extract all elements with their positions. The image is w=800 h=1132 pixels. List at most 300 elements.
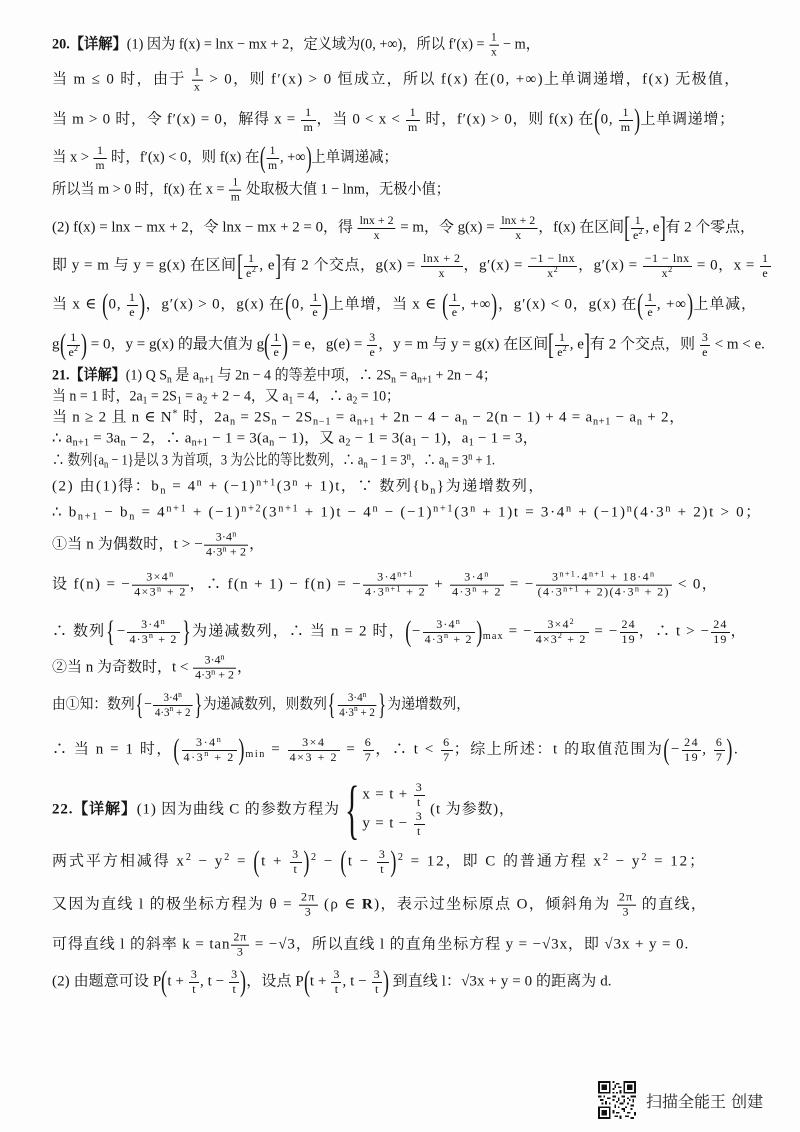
math-text: 由①知：数列 bbox=[52, 696, 135, 713]
subscript bbox=[245, 749, 266, 760]
math-text: 1 bbox=[451, 289, 459, 304]
math-text: 1 bbox=[622, 104, 630, 119]
fraction-numerator bbox=[310, 291, 321, 306]
math-text: + 2， bbox=[642, 409, 685, 426]
fraction-denominator bbox=[372, 983, 382, 997]
subscript bbox=[469, 438, 474, 449]
math-text: 可得直线 l 的斜率 k = tan bbox=[52, 936, 231, 953]
math-text: e bbox=[273, 344, 279, 359]
math-text: 3 bbox=[415, 780, 423, 795]
math-text: g bbox=[52, 336, 60, 353]
solution-line bbox=[52, 31, 540, 60]
math-text: 1 bbox=[288, 395, 294, 407]
superscript bbox=[407, 452, 411, 463]
math-text: 3 bbox=[292, 846, 301, 861]
math-text: t bbox=[417, 823, 422, 838]
fraction-numerator bbox=[358, 214, 396, 229]
math-text: − 1}是以 3 为首项，3 为公比的等比数列，∴ a bbox=[108, 452, 364, 469]
superscript bbox=[566, 504, 573, 515]
fraction bbox=[534, 618, 589, 647]
math-text: 1 bbox=[142, 395, 148, 407]
math-text: 4×3 bbox=[535, 631, 558, 646]
math-text: (2) 由(1)得：b bbox=[52, 478, 161, 495]
fraction-denominator bbox=[631, 229, 644, 243]
fraction-numerator bbox=[406, 106, 420, 121]
math-text: ， bbox=[236, 659, 252, 676]
math-text: n+1 bbox=[72, 437, 90, 449]
fraction-denominator bbox=[450, 586, 504, 600]
math-text: n bbox=[148, 631, 155, 641]
math-text: x bbox=[547, 265, 554, 280]
math-text: + (−1) bbox=[203, 478, 257, 495]
math-text: 3 bbox=[552, 569, 560, 584]
subscript bbox=[462, 417, 468, 428]
superscript bbox=[635, 584, 640, 593]
math-text: + 2 bbox=[449, 631, 473, 646]
math-text: (1) 因为 f(x) = lnx − mx + 2，定义域为(0, +∞)，所以 f′(x) = bbox=[126, 36, 489, 53]
math-text: 1 bbox=[70, 329, 77, 344]
subscript bbox=[593, 417, 611, 428]
fraction-denominator bbox=[182, 751, 237, 765]
fraction-numerator bbox=[132, 571, 188, 586]
math-text: − a bbox=[611, 409, 637, 426]
bracket: ( bbox=[259, 141, 266, 174]
math-text: 24 bbox=[684, 734, 700, 749]
superscript bbox=[223, 544, 227, 553]
math-text: (ρ ∈ bbox=[318, 896, 362, 913]
bracket: } bbox=[194, 688, 203, 721]
fraction bbox=[204, 531, 248, 560]
fraction bbox=[372, 968, 382, 997]
fraction-numerator bbox=[620, 618, 638, 633]
math-text: 当 x > bbox=[52, 149, 93, 166]
math-text: 0, bbox=[291, 296, 310, 313]
fraction-numerator bbox=[619, 106, 633, 121]
solution-line bbox=[52, 967, 612, 997]
fraction-denominator bbox=[643, 267, 692, 281]
math-text: ，g′(x) = bbox=[463, 257, 528, 274]
fraction-numerator bbox=[363, 736, 375, 751]
math-text: , bbox=[702, 741, 713, 758]
fraction-denominator bbox=[528, 267, 577, 281]
math-text: − 2S bbox=[277, 409, 313, 426]
superscript bbox=[554, 265, 559, 274]
math-text: 3·4 bbox=[141, 616, 161, 631]
bracket: ) bbox=[382, 965, 389, 998]
math-text: t + bbox=[167, 973, 188, 990]
math-text: ∴ 数列{a bbox=[52, 452, 104, 469]
math-text: − 2，∴ a bbox=[125, 430, 192, 447]
math-text: n+1 bbox=[417, 374, 433, 386]
math-text: 是 a bbox=[171, 367, 200, 384]
fraction-denominator bbox=[299, 906, 318, 920]
math-text: − bbox=[144, 696, 153, 713]
math-text: n bbox=[391, 374, 396, 386]
math-text: − bbox=[671, 741, 682, 758]
math-text: t − bbox=[347, 853, 376, 870]
fraction-numerator bbox=[229, 176, 242, 191]
fraction-numerator bbox=[700, 331, 710, 346]
fraction-denominator bbox=[423, 633, 475, 647]
superscript bbox=[224, 852, 231, 863]
math-text: n bbox=[269, 437, 275, 449]
fraction-numerator bbox=[271, 331, 281, 346]
math-text: }为递增数列， bbox=[436, 478, 545, 495]
fraction bbox=[127, 618, 179, 647]
math-text: ，y = m 与 y = g(x) 在区间 bbox=[378, 336, 549, 353]
fraction-denominator bbox=[617, 906, 636, 920]
fraction-denominator bbox=[421, 267, 463, 281]
math-text: > 0，则 f′(x) > 0 恒成立，所以 f(x) 在(0, +∞)上单调递增，f(x) 无极值， bbox=[204, 71, 741, 88]
fraction-denominator bbox=[441, 751, 453, 765]
math-text: 3×4 bbox=[547, 616, 570, 631]
subscript bbox=[199, 375, 214, 386]
bracket: ( bbox=[340, 845, 348, 878]
fraction-denominator bbox=[760, 267, 771, 281]
math-text: = e，g(e) = bbox=[288, 336, 367, 353]
math-text: lnx + 2 bbox=[501, 212, 536, 227]
fraction-denominator bbox=[489, 46, 498, 60]
math-text: m bbox=[268, 157, 278, 172]
math-text: = 12，即 C 的普通方程 x bbox=[404, 853, 603, 870]
math-text: 2 bbox=[569, 616, 575, 626]
fraction bbox=[700, 331, 710, 360]
bracket: ) bbox=[303, 845, 311, 878]
fraction bbox=[192, 66, 203, 95]
equation-row bbox=[362, 810, 425, 839]
fraction-denominator bbox=[536, 586, 672, 600]
math-text: n+1 bbox=[278, 503, 300, 515]
math-text: 3·4 bbox=[215, 529, 233, 544]
math-text: 2 bbox=[668, 265, 673, 275]
subscript bbox=[289, 396, 294, 407]
fraction-denominator bbox=[193, 669, 236, 683]
math-text: 7 bbox=[715, 749, 724, 764]
bracket: ) bbox=[305, 141, 312, 174]
math-text: < m < e. bbox=[710, 336, 765, 353]
math-text: (3 bbox=[454, 504, 471, 521]
superscript bbox=[354, 704, 358, 713]
math-text: , +∞ bbox=[461, 296, 492, 313]
math-text: n bbox=[353, 704, 358, 714]
solution-line bbox=[52, 388, 400, 407]
fraction bbox=[499, 214, 537, 243]
math-text: n+1 bbox=[385, 584, 402, 594]
math-text: 2 bbox=[638, 227, 643, 237]
fraction bbox=[153, 691, 192, 720]
fraction-numerator bbox=[450, 571, 504, 586]
math-text: x bbox=[490, 44, 497, 59]
math-text: 1 bbox=[247, 250, 255, 265]
superscript bbox=[204, 749, 210, 758]
math-text: 即 y = m 与 y = g(x) 在区间 bbox=[52, 257, 237, 274]
math-text: e bbox=[68, 344, 74, 359]
math-text: * bbox=[172, 408, 179, 420]
math-text: − 1 = 3 bbox=[367, 452, 407, 469]
math-text: e bbox=[129, 304, 136, 319]
math-text: 24 bbox=[713, 616, 728, 631]
math-text: n bbox=[271, 416, 278, 428]
math-text: y = t − bbox=[362, 815, 413, 832]
math-text: m bbox=[620, 119, 631, 134]
superscript bbox=[385, 584, 402, 593]
math-text: 6 bbox=[364, 734, 373, 749]
superscript bbox=[278, 504, 299, 515]
math-text: ∴ 当 n = 1 时， bbox=[52, 741, 173, 758]
math-text: min bbox=[245, 748, 266, 760]
fraction-numerator bbox=[414, 781, 425, 796]
fraction bbox=[421, 252, 463, 281]
math-text: − 1 = 3(a bbox=[208, 430, 270, 447]
math-text: = − bbox=[503, 623, 533, 640]
bracket: ] bbox=[583, 328, 590, 361]
math-text: n bbox=[220, 652, 225, 662]
fraction bbox=[450, 571, 504, 600]
math-text: n bbox=[470, 503, 477, 515]
fraction bbox=[271, 331, 281, 360]
fraction-numerator bbox=[189, 968, 199, 983]
math-text: 时，f′(x) > 0，则 f(x) 在 bbox=[421, 111, 594, 128]
solution-line bbox=[52, 931, 689, 960]
math-text: = a bbox=[395, 367, 418, 384]
superscript bbox=[650, 570, 655, 579]
superscript bbox=[472, 584, 477, 593]
fraction-denominator bbox=[192, 81, 203, 95]
math-text: 6 bbox=[443, 734, 451, 749]
fraction bbox=[132, 571, 188, 600]
math-text: 4·3 bbox=[452, 584, 473, 599]
fraction-denominator bbox=[367, 346, 377, 360]
bracket: ( bbox=[405, 615, 412, 648]
math-text: 1 bbox=[312, 289, 319, 304]
math-text: m bbox=[95, 157, 105, 172]
math-text: n bbox=[120, 437, 126, 449]
fraction bbox=[337, 691, 376, 720]
math-text: n+1 bbox=[356, 416, 376, 428]
math-text: n bbox=[372, 503, 380, 515]
math-text: 时，2a bbox=[178, 409, 230, 426]
math-text: e bbox=[246, 265, 252, 280]
bracket: ) bbox=[240, 965, 247, 998]
math-text: + 2 − 4，又 a bbox=[207, 388, 289, 405]
fraction-denominator bbox=[414, 825, 425, 839]
fraction-numerator bbox=[192, 66, 203, 81]
superscript bbox=[638, 227, 642, 236]
subscript bbox=[160, 486, 167, 497]
fraction bbox=[229, 176, 242, 205]
superscript bbox=[172, 409, 178, 420]
solution-line bbox=[52, 531, 264, 560]
math-text: t bbox=[380, 861, 386, 876]
fraction-denominator bbox=[534, 633, 589, 647]
math-text: (4·3 bbox=[633, 504, 666, 521]
math-text: 4·3 bbox=[129, 631, 149, 646]
fraction bbox=[127, 291, 138, 320]
solution-line bbox=[52, 654, 252, 683]
superscript bbox=[397, 570, 414, 579]
math-text: 2π bbox=[301, 889, 316, 904]
math-text: + 2 bbox=[226, 544, 247, 559]
bracket: ) bbox=[322, 288, 329, 321]
bracket: [ bbox=[624, 211, 631, 244]
superscript bbox=[641, 852, 648, 863]
math-text: (2) 由题意可设 P bbox=[52, 973, 162, 990]
math-text: 3·4 bbox=[436, 616, 456, 631]
fraction bbox=[643, 252, 692, 281]
math-text: x bbox=[438, 265, 445, 280]
math-text: , +∞ bbox=[656, 296, 687, 313]
math-text: 19 bbox=[713, 631, 728, 646]
math-text: + 2)t > 0； bbox=[672, 504, 762, 521]
math-text: < 0， bbox=[672, 576, 719, 593]
math-text: e bbox=[647, 304, 654, 319]
fraction-denominator bbox=[266, 159, 279, 173]
fraction bbox=[711, 618, 729, 647]
math-text: t bbox=[417, 795, 422, 810]
math-text: = a bbox=[331, 409, 357, 426]
math-text: , e bbox=[259, 257, 276, 274]
math-text: 4·3 bbox=[183, 749, 205, 764]
math-text: 当 m > 0 时，令 f′(x) = 0，解得 x = bbox=[52, 111, 301, 128]
math-text: n bbox=[455, 616, 461, 626]
math-text: 1 bbox=[97, 142, 103, 157]
math-text: − m， bbox=[499, 36, 540, 53]
solution-line bbox=[52, 478, 545, 497]
math-text: 4·3 bbox=[424, 631, 445, 646]
math-text: 3·4 bbox=[163, 689, 179, 704]
math-text: ， bbox=[730, 623, 747, 640]
fraction-numerator bbox=[617, 891, 636, 906]
fraction-denominator bbox=[231, 946, 249, 960]
math-text: 3 bbox=[231, 966, 238, 981]
math-text: 到直线 l：√3x + y = 0 的距离为 d. bbox=[388, 973, 612, 990]
fraction-denominator bbox=[94, 159, 107, 173]
math-text: t bbox=[293, 861, 299, 876]
fraction bbox=[714, 736, 726, 765]
math-text: − bbox=[411, 623, 422, 640]
math-text: ，g′(x) = bbox=[578, 257, 642, 274]
math-text: 当 x ∈ bbox=[52, 296, 102, 313]
math-text: = bbox=[231, 853, 254, 870]
superscript bbox=[665, 504, 672, 515]
math-text: 2 bbox=[557, 631, 564, 641]
brace: { bbox=[344, 773, 360, 846]
bracket: ) bbox=[726, 733, 734, 766]
math-text: 1 bbox=[269, 142, 276, 157]
math-text: − y bbox=[192, 853, 225, 870]
fraction bbox=[193, 654, 236, 683]
math-text: 2 bbox=[352, 395, 358, 407]
superscript bbox=[211, 667, 215, 676]
fraction bbox=[363, 571, 428, 600]
fraction-numerator bbox=[449, 291, 460, 306]
superscript bbox=[563, 344, 567, 353]
solution-line bbox=[52, 66, 741, 95]
math-text: ，f(x) 在区间 bbox=[538, 219, 625, 236]
subscript bbox=[357, 417, 375, 428]
math-text: 3×4 bbox=[302, 734, 326, 749]
math-text: 2 bbox=[397, 852, 405, 864]
fraction-numerator bbox=[499, 214, 537, 229]
subscript bbox=[269, 438, 274, 449]
fraction bbox=[423, 618, 475, 647]
math-text: = 0，y = g(x) 的最大值为 g bbox=[86, 336, 265, 353]
math-text: e bbox=[702, 344, 708, 359]
fraction-denominator bbox=[363, 751, 375, 765]
math-text: −1 − lnx bbox=[644, 250, 690, 265]
math-text: n bbox=[636, 416, 643, 428]
fraction-numerator bbox=[441, 736, 453, 751]
math-text: n bbox=[462, 416, 468, 428]
math-text: 3×4 bbox=[146, 569, 170, 584]
math-text: n+1 bbox=[199, 374, 215, 386]
subscript bbox=[412, 438, 417, 449]
math-text: n bbox=[626, 503, 634, 515]
math-text: + 2)(4·3 bbox=[579, 584, 635, 599]
superscript bbox=[444, 631, 449, 640]
solution-line bbox=[52, 504, 762, 523]
bracket: ( bbox=[161, 965, 168, 998]
solution-line bbox=[52, 735, 739, 765]
fraction-denominator bbox=[449, 306, 460, 320]
math-text: 上单调递减； bbox=[311, 149, 398, 166]
fraction-numerator bbox=[714, 736, 726, 751]
math-text: ；综上所述：t 的取值范围为 bbox=[453, 741, 664, 758]
superscript bbox=[252, 265, 257, 274]
subscript bbox=[363, 460, 367, 471]
fraction bbox=[489, 31, 498, 60]
fraction-numerator bbox=[363, 571, 428, 586]
math-text: (4·3 bbox=[537, 584, 564, 599]
math-text: = 10； bbox=[357, 388, 400, 405]
bracket: ( bbox=[59, 328, 66, 361]
bracket: [ bbox=[236, 249, 243, 282]
fraction-numerator bbox=[377, 848, 389, 863]
fraction bbox=[441, 736, 453, 765]
superscript bbox=[292, 478, 299, 489]
fraction-numerator bbox=[536, 571, 672, 586]
math-text: + 2 bbox=[563, 631, 587, 646]
math-text: + 2 bbox=[173, 704, 191, 719]
math-text: 2 bbox=[345, 437, 351, 449]
math-text: = −√3，所以直线 l 的直角坐标方程 y = −√3x，即 √3x + y = 0. bbox=[250, 936, 690, 953]
math-text: ∴ a bbox=[52, 430, 73, 447]
math-text: 0, bbox=[600, 111, 618, 128]
math-text: − b bbox=[98, 504, 130, 521]
superscript bbox=[470, 504, 477, 515]
math-text: 3·4 bbox=[204, 652, 221, 667]
math-text: 为递减数列，∴ 当 n = 2 时， bbox=[192, 623, 405, 640]
superscript bbox=[166, 504, 187, 515]
solution-line bbox=[52, 213, 755, 243]
math-text: 3·4 bbox=[464, 569, 485, 584]
fraction-denominator bbox=[619, 121, 633, 135]
bracket: ( bbox=[101, 288, 109, 321]
math-text: x bbox=[515, 227, 522, 242]
math-text: n+1 bbox=[588, 569, 606, 579]
math-text: n+1 bbox=[256, 477, 277, 489]
fraction-numerator bbox=[528, 252, 577, 267]
math-text: lnx + 2 bbox=[422, 250, 461, 265]
math-text: n bbox=[650, 569, 656, 579]
fraction bbox=[244, 252, 258, 281]
fraction bbox=[414, 810, 425, 839]
subscript bbox=[483, 631, 504, 642]
math-text: x bbox=[661, 265, 669, 280]
fraction-numerator bbox=[760, 252, 771, 267]
fraction-denominator bbox=[153, 706, 192, 720]
math-text: 上单减， bbox=[693, 296, 757, 313]
